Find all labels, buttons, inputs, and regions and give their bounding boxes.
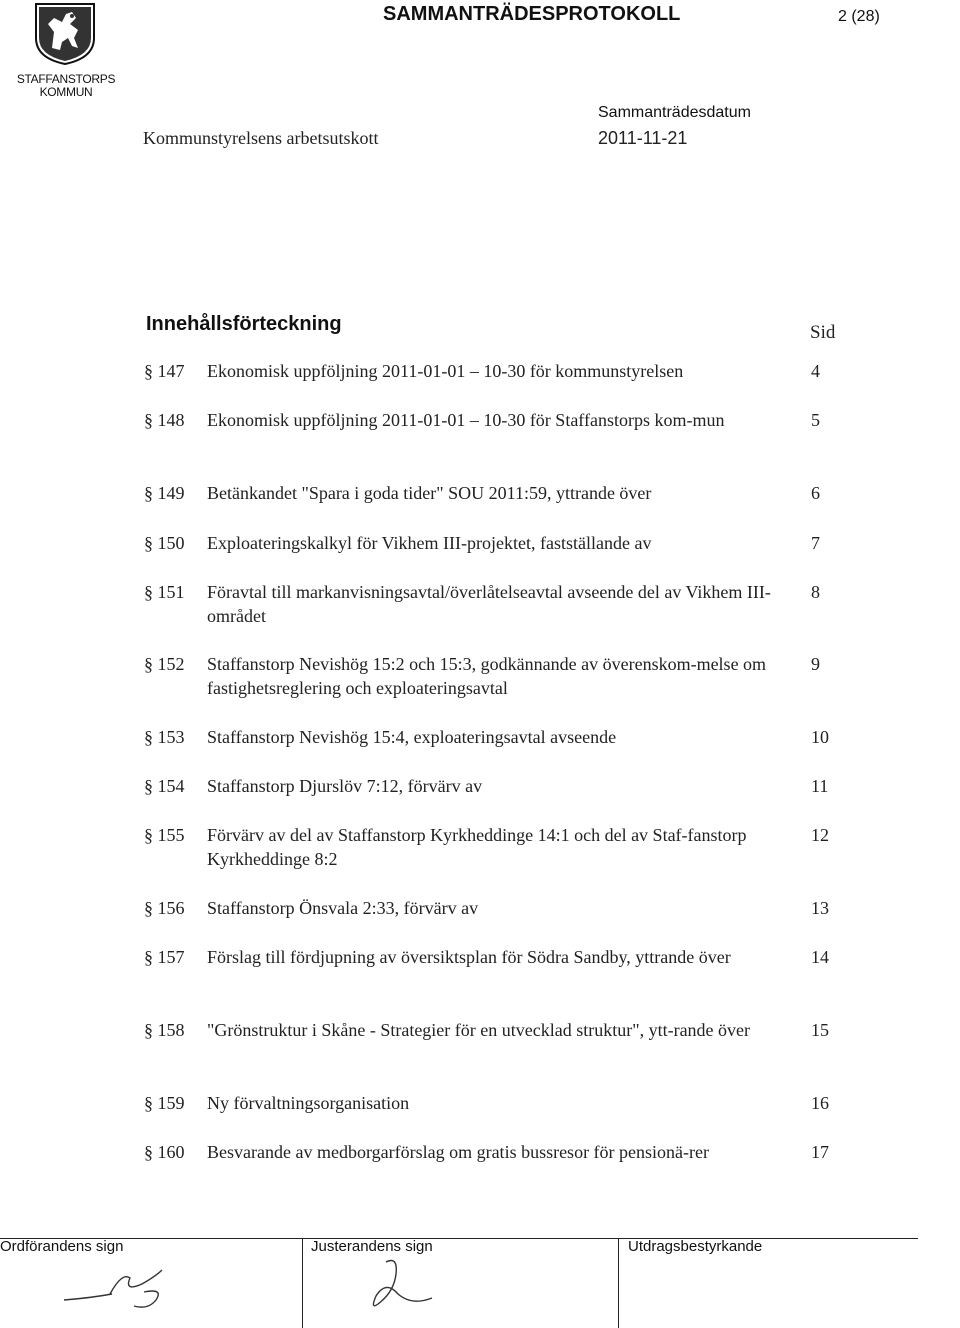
toc-item xyxy=(144,896,844,946)
toc-item xyxy=(144,1140,844,1190)
toc-page: 10 xyxy=(811,727,829,747)
toc-title: "Grönstruktur i Skåne - Strategier för en utvecklad struktur", ytt-rande över xyxy=(207,1020,751,1040)
toc-section: § 157 xyxy=(144,947,185,967)
toc-page: 12 xyxy=(811,825,829,845)
toc-item xyxy=(144,531,844,581)
page-column-label: Sid xyxy=(810,322,836,343)
toc-page: 9 xyxy=(811,654,820,674)
footer-column-divider xyxy=(618,1238,619,1328)
toc-page: 4 xyxy=(811,361,820,381)
coat-of-arms-icon xyxy=(34,2,96,66)
chair-sign-label: Ordförandens sign xyxy=(0,1238,124,1255)
toc-section: § 151 xyxy=(144,582,185,602)
page-indicator: 2 (28) xyxy=(838,8,880,25)
toc-title: Betänkandet "Spara i goda tider" SOU 2011:59, yttrande över xyxy=(207,483,652,503)
adjuster-signature-icon xyxy=(356,1252,446,1312)
chair-signature-icon xyxy=(60,1262,180,1312)
meeting-date: 2011-11-21 xyxy=(598,128,688,148)
toc-page: 7 xyxy=(811,533,820,553)
toc-section: § 153 xyxy=(144,727,185,747)
toc-item xyxy=(144,823,844,873)
toc-page: 8 xyxy=(811,582,820,602)
toc-title: Förvärv av del av Staffanstorp Kyrkheddinge 14:1 och del av Staf-fanstorp Kyrkheddinge 8:2 xyxy=(207,825,747,869)
meeting-date-label: Sammanträdesdatum xyxy=(598,104,751,121)
toc-item xyxy=(144,1018,844,1068)
footer-column-divider xyxy=(302,1238,303,1328)
toc-item xyxy=(144,725,844,775)
toc-page: 13 xyxy=(811,898,829,918)
toc-item xyxy=(144,580,844,630)
toc-section: § 158 xyxy=(144,1020,185,1040)
toc-page: 16 xyxy=(811,1093,829,1113)
toc-section: § 154 xyxy=(144,776,185,796)
document-title: SAMMANTRÄDESPROTOKOLL xyxy=(383,3,681,25)
toc-item xyxy=(144,408,844,458)
toc-title: Staffanstorp Nevishög 15:2 och 15:3, godkännande av överenskom-melse om fastighetsreglering och exploateringsavtal xyxy=(207,654,767,698)
toc-heading: Innehållsförteckning xyxy=(146,313,342,335)
committee-name: Kommunstyrelsens arbetsutskott xyxy=(143,128,379,148)
toc-title: Staffanstorp Önsvala 2:33, förvärv av xyxy=(207,898,479,918)
toc-page: 15 xyxy=(811,1020,829,1040)
toc-page: 6 xyxy=(811,483,820,503)
toc-title: Föravtal till markanvisningsavtal/överlåtelseavtal avseende del av Vikhem III-området xyxy=(207,582,771,626)
toc-title: Besvarande av medborgarförslag om gratis bussresor för pensionä-rer xyxy=(207,1142,710,1162)
toc-page: 11 xyxy=(811,776,829,796)
toc-section: § 150 xyxy=(144,533,185,553)
toc-section: § 147 xyxy=(144,361,185,381)
toc-page: 14 xyxy=(811,947,829,967)
municipality-name: STAFFANSTORPS KOMMUN xyxy=(16,72,116,99)
toc-section: § 159 xyxy=(144,1093,185,1113)
excerpt-label: Utdragsbestyrkande xyxy=(628,1238,763,1255)
toc-item xyxy=(144,359,844,409)
toc-title: Förslag till fördjupning av översiktsplan för Södra Sandby, yttrande över xyxy=(207,947,731,967)
toc-section: § 155 xyxy=(144,825,185,845)
toc-title: Ny förvaltningsorganisation xyxy=(207,1093,410,1113)
toc-title: Staffanstorp Djurslöv 7:12, förvärv av xyxy=(207,776,483,796)
toc-page: 17 xyxy=(811,1142,829,1162)
toc-section: § 156 xyxy=(144,898,185,918)
toc-section: § 148 xyxy=(144,410,185,430)
toc-item xyxy=(144,1091,844,1141)
footer-divider xyxy=(0,1238,918,1239)
toc-title: Staffanstorp Nevishög 15:4, exploateringsavtal avseende xyxy=(207,727,617,747)
toc-section: § 152 xyxy=(144,654,185,674)
toc-section: § 160 xyxy=(144,1142,185,1162)
toc-page: 5 xyxy=(811,410,820,430)
adjuster-sign-label: Justerandens sign xyxy=(311,1238,433,1255)
toc-item xyxy=(144,945,844,995)
toc-title: Ekonomisk uppföljning 2011-01-01 – 10-30 för kommunstyrelsen xyxy=(207,361,684,381)
toc-item xyxy=(144,652,844,702)
toc-title: Ekonomisk uppföljning 2011-01-01 – 10-30 för Staffanstorps kom-mun xyxy=(207,410,725,430)
toc-item xyxy=(144,774,844,824)
toc-item xyxy=(144,481,844,531)
toc-section: § 149 xyxy=(144,483,185,503)
toc-title: Exploateringskalkyl för Vikhem III-projektet, fastställande av xyxy=(207,533,652,553)
